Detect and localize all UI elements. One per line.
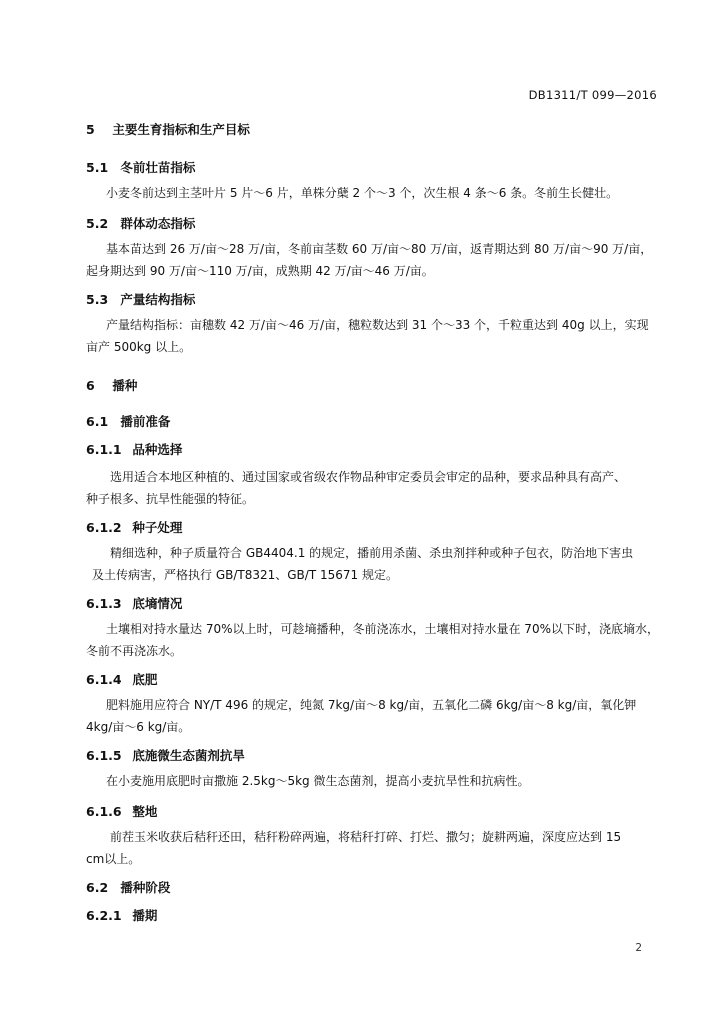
paragraph-line: 产量结构指标：亩穗数 42 万/亩～46 万/亩，穗粒数达到 31 个～33 个，千粒重达到 40g 以上，实现	[106, 318, 649, 332]
paragraph-line: 前茬玉米收获后秸秆还田，秸秆粉碎两遍，将秸秆打碎、打烂、撒匀；旋耕两遍，深度应达到 15	[110, 830, 622, 844]
section-5-2-heading	[86, 214, 195, 232]
paragraph-line: cm以上。	[86, 852, 141, 866]
paragraph-line: 亩产 500kg 以上。	[86, 340, 192, 354]
paragraph-line: 冬前不再浇冻水。	[86, 644, 183, 658]
section-6-1-5-heading	[86, 746, 245, 764]
section-title: 播期	[132, 908, 158, 923]
section-title: 播前准备	[120, 414, 171, 429]
section-6-2-1-heading	[86, 906, 157, 924]
paragraph-6-1-5	[86, 770, 656, 792]
paragraph-6-1-4	[86, 694, 656, 738]
paragraph-line: 精细选种，种子质量符合 GB4404.1 的规定，播前用杀菌、杀虫剂拌种或种子包衣，防治地下害虫	[110, 546, 634, 560]
section-5-3-heading	[86, 290, 195, 308]
paragraph-5-2	[86, 238, 656, 282]
section-6-2-heading	[86, 878, 170, 896]
paragraph-6-1-6	[86, 826, 656, 870]
section-title: 底墒情况	[132, 596, 183, 611]
section-6-1-6-heading	[86, 802, 157, 820]
paragraph-line: 土壤相对持水量达 70%以上时，可趁墒播种，冬前浇冻水，土壤相对持水量在 70%以下时，浇底墒水，	[106, 622, 659, 636]
section-number: 5	[86, 122, 95, 137]
paragraph-line: 小麦冬前达到主茎叶片 5 片～6 片，单株分蘖 2 个～3 个，次生根 4 条～6 条。冬前生长健壮。	[106, 186, 619, 200]
section-number: 6.1	[86, 414, 109, 429]
paragraph-line: 4kg/亩～6 kg/亩。	[86, 720, 191, 734]
section-title: 整地	[132, 804, 158, 819]
section-number: 6.1.1	[86, 442, 122, 457]
paragraph-6-1-3	[86, 618, 659, 662]
section-5-1-heading	[86, 158, 195, 176]
section-6-1-3-heading	[86, 594, 182, 612]
paragraph-5-3	[86, 314, 656, 358]
section-title: 品种选择	[132, 442, 183, 457]
section-6-1-1-heading	[86, 440, 182, 458]
paragraph-line: 起身期达到 90 万/亩～110 万/亩，成熟期 42 万/亩～46 万/亩。	[86, 264, 434, 278]
section-6-1-2-heading	[86, 518, 182, 536]
section-number: 6.2	[86, 880, 109, 895]
section-title: 主要生育指标和生产目标	[112, 122, 250, 137]
paragraph-line: 及土传病害，严格执行 GB/T8321、GB/T 15671 规定。	[92, 568, 398, 582]
paragraph-line: 选用适合本地区种植的、通过国家或省级农作物品种审定委员会审定的品种，要求品种具有高产、	[110, 470, 627, 484]
section-number: 5.2	[86, 216, 109, 231]
paragraph-6-1-2	[86, 542, 656, 586]
paragraph-line: 基本苗达到 26 万/亩～28 万/亩，冬前亩茎数 60 万/亩～80 万/亩，返青期达到 80 万/亩～90 万/亩，	[106, 242, 653, 256]
section-title: 产量结构指标	[120, 292, 196, 307]
section-number: 6	[86, 378, 95, 393]
section-title: 播种	[112, 378, 138, 393]
section-title: 底施微生态菌剂抗旱	[132, 748, 245, 763]
section-6-1-heading	[86, 412, 170, 430]
section-number: 6.1.4	[86, 672, 122, 687]
section-title: 群体动态指标	[120, 216, 196, 231]
section-number: 6.1.2	[86, 520, 122, 535]
section-number: 6.2.1	[86, 908, 122, 923]
page-number: 2	[635, 942, 642, 954]
paragraph-5-1	[86, 182, 656, 204]
document-code: DB1311/T 099—2016	[528, 88, 657, 102]
paragraph-line: 在小麦施用底肥时亩撒施 2.5kg～5kg 微生态菌剂，提高小麦抗旱性和抗病性。	[106, 774, 530, 788]
section-5-heading	[86, 120, 250, 138]
section-title: 冬前壮苗指标	[120, 160, 196, 175]
section-title: 播种阶段	[120, 880, 171, 895]
section-number: 6.1.5	[86, 748, 122, 763]
section-6-heading	[86, 376, 137, 394]
section-number: 6.1.3	[86, 596, 122, 611]
section-6-1-4-heading	[86, 670, 157, 688]
section-title: 种子处理	[132, 520, 183, 535]
section-number: 6.1.6	[86, 804, 122, 819]
section-number: 5.3	[86, 292, 109, 307]
paragraph-line: 种子根多、抗旱性能强的特征。	[86, 492, 255, 506]
paragraph-6-1-1	[86, 466, 656, 510]
section-title: 底肥	[132, 672, 158, 687]
paragraph-line: 肥料施用应符合 NY/T 496 的规定，纯氮 7kg/亩～8 kg/亩，五氧化二磷 6kg/亩～8 kg/亩，氧化钾	[106, 698, 637, 712]
section-number: 5.1	[86, 160, 109, 175]
